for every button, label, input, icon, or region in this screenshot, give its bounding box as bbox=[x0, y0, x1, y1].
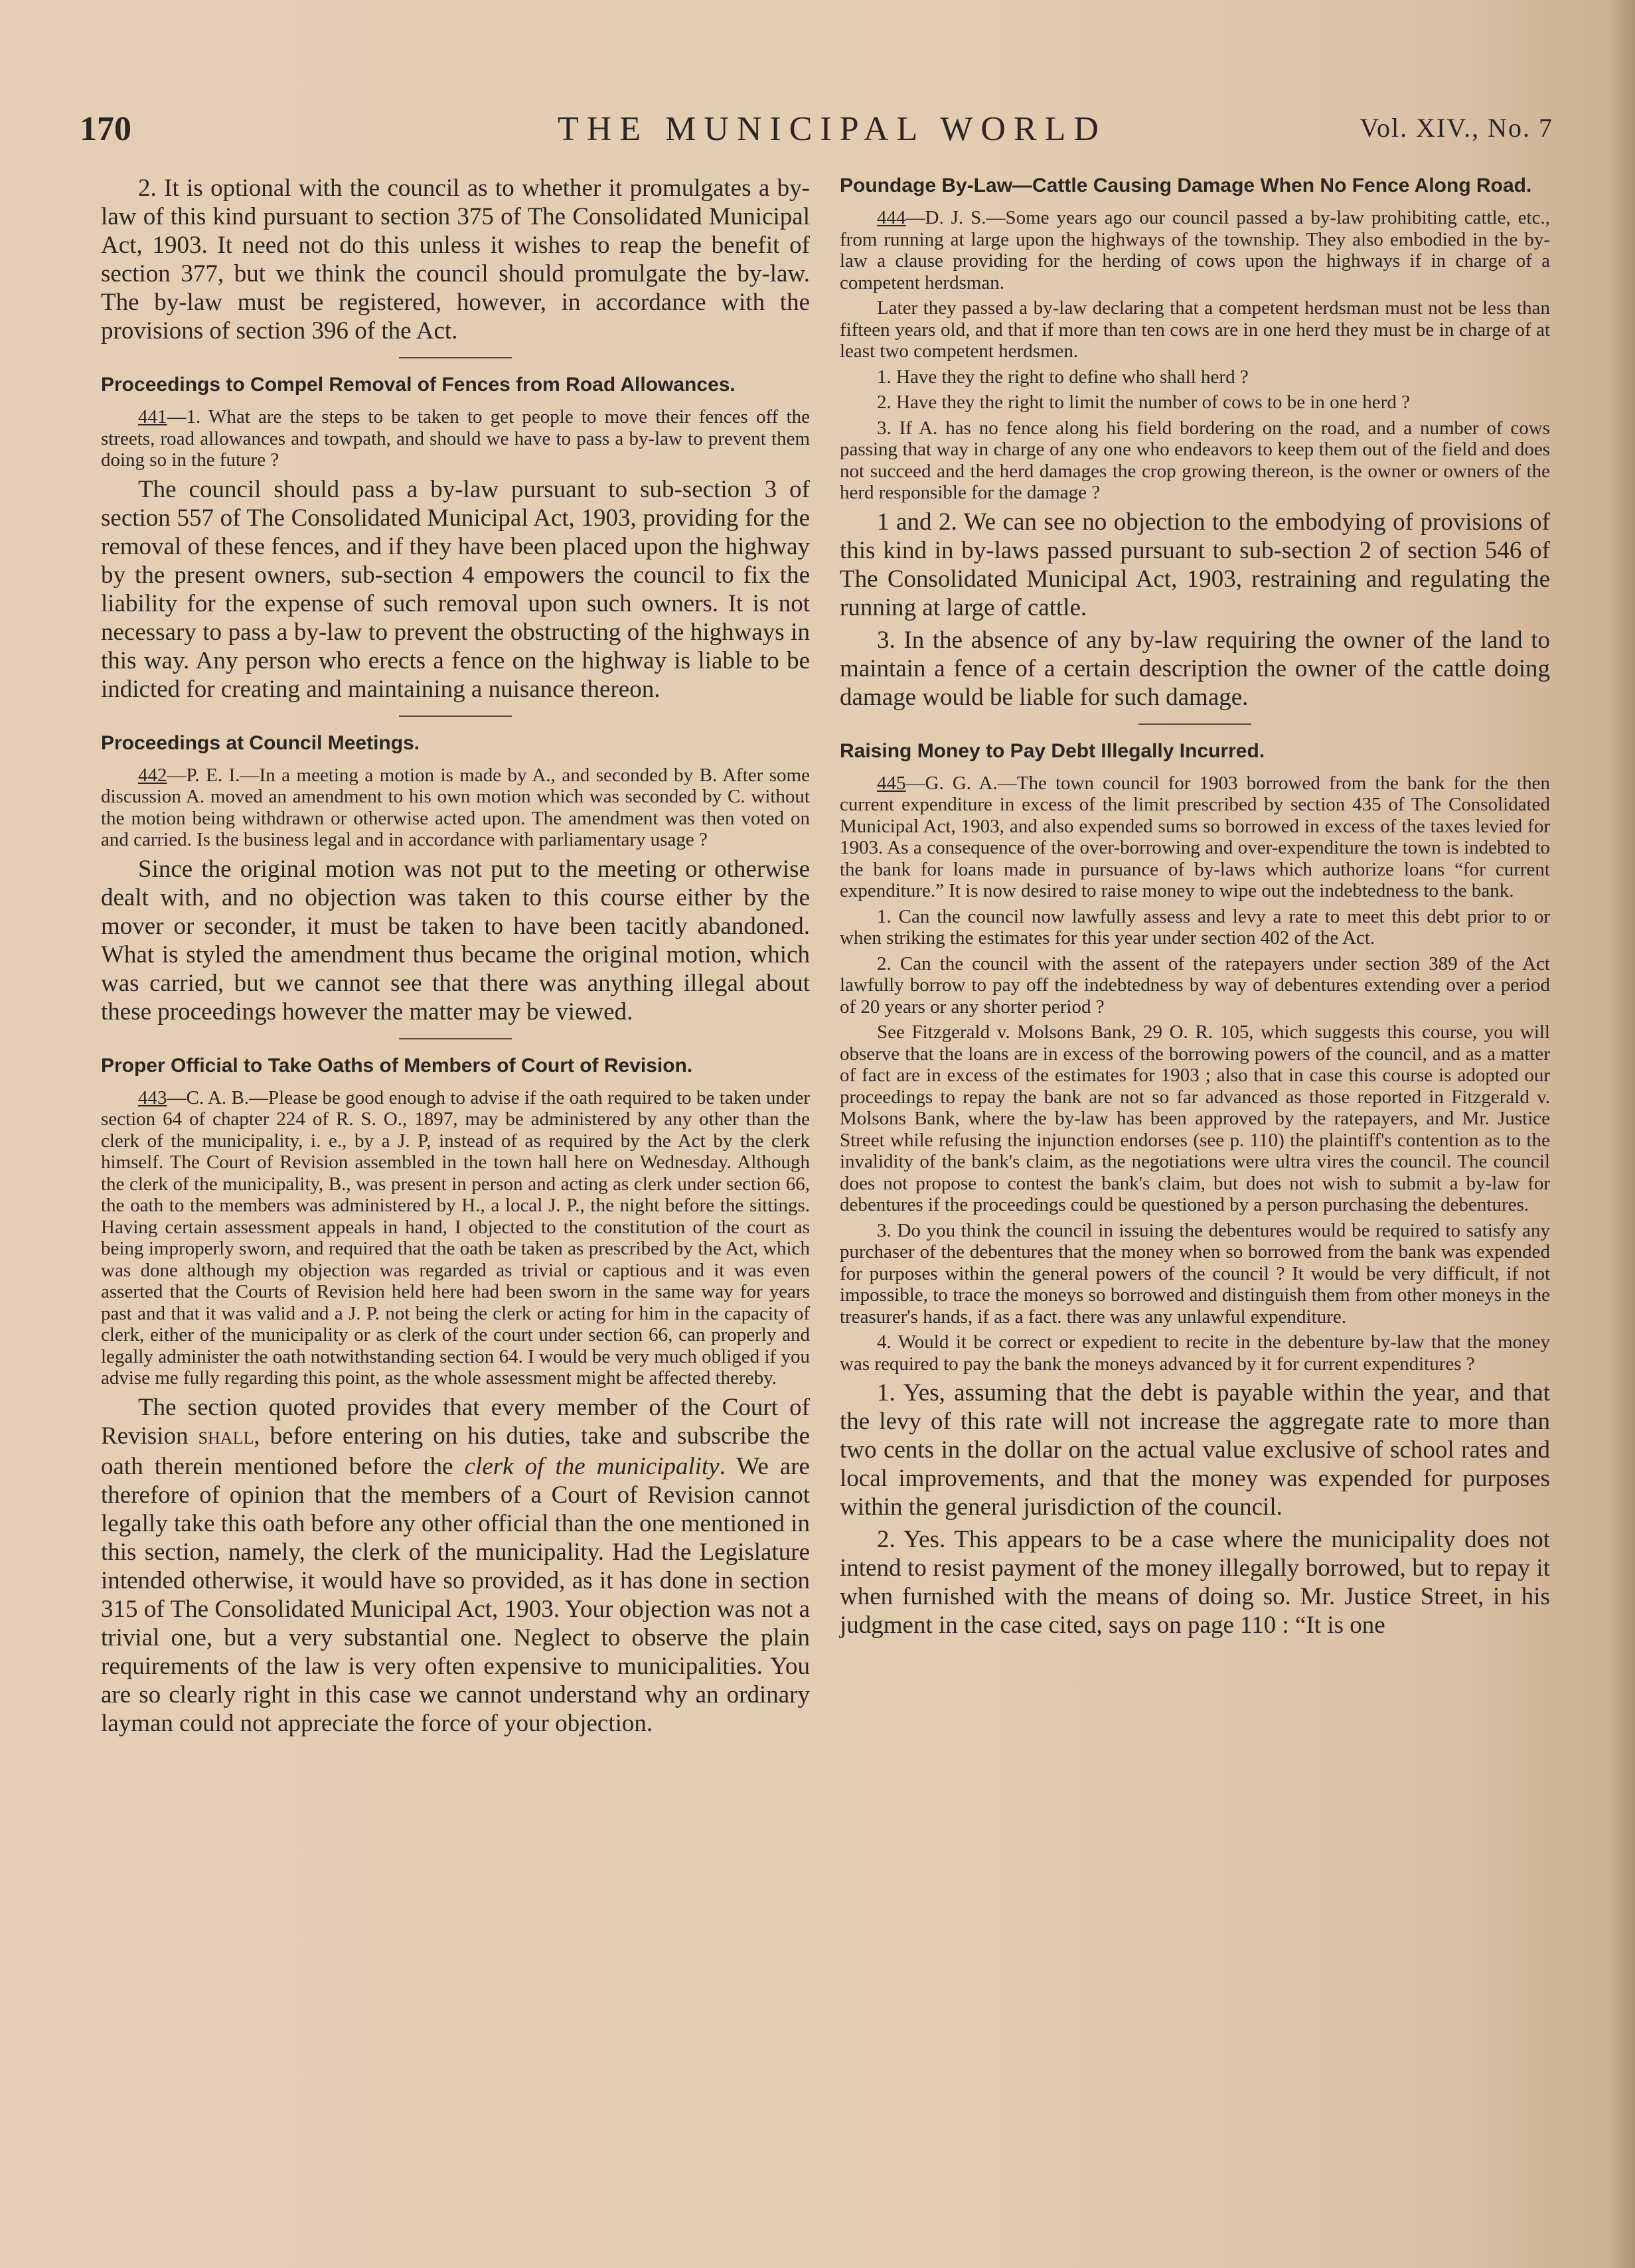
answer-441: The council should pass a by-law pursuant to sub-section 3 of section 557 of The Consolidated Municipal Act, 1903, providing for the removal of these fences, and if they have been placed upon the highway by the present owners, sub-section 4 empowers the council to fix the liability for the expense of such removal upon such owners. It is not necessary to pass a by-law to prevent the obstructing of the highways in this way. Any person who erects a fence on the highway is liable to be indicted for creating and maintaining a nuisance thereon. bbox=[101, 475, 810, 703]
question-445-item-4: 4. Would it be correct or expedient to recite in the debenture by-law that the money was required to pay the bank the moneys advanced by it for current expenditures ? bbox=[840, 1331, 1550, 1375]
section-divider bbox=[399, 716, 512, 717]
heading-443: Proper Official to Take Oaths of Members of Court of Revision. bbox=[101, 1054, 693, 1077]
paragraph-intro: 2. It is optional with the council as to whether it promulgates a by-law of this kind pursuant to section 375 of The Consolidated Municipal Act, 1903. It need not do this unless it wishes to reap the benefit of section 377, but we think the council should promulgate the by-law. The by-law must be registered, however, in accordance with the provisions of section 396 of the Act. bbox=[101, 175, 810, 344]
question-445-item-3: 3. Do you think the council in issuing the debentures would be required to satisfy any purchaser of the debentures that the money when so borrowed from the bank was expended for purposes within the general powers of the council ? It would be very difficult, if not impossible, to trace the moneys so borrowed and distinguish them from other moneys in the treasurer's hands, if as a fact. there was any unlawful expenditure. bbox=[840, 1219, 1550, 1327]
question-444-item-2: 2. Have they the right to limit the number of cows to be in one herd ? bbox=[877, 392, 1410, 413]
page-header bbox=[80, 110, 1553, 163]
question-text: —1. What are the steps to be taken to get people to move their fences off the streets, road allowances and towpath, and should we have to pass a by-law to prevent them doing so in the future ? bbox=[101, 406, 810, 471]
question-444-para-2: Later they passed a by-law declaring that a competent herdsman must not be less than fifteen years old, and that if more than ten cows are in one herd they must be in charge of at least two competent herdsmen. bbox=[840, 297, 1550, 362]
question-text: —C. A. B.—Please be good enough to advise if the oath required to be taken under section 64 of chapter 224 of R. S. O., 1897, may be administered by any other than the clerk of the municipality, i. e., by a J. P, instead of as required by the Act by the clerk himself. The Court of Revision assembled in the town hall here on Wednesday. Although the clerk of the municipality, B., was present in person and acting as clerk under section 66, the oath to the members was administered by H., a local J. P., the night before the sittings. Having certain assessment appeals in hand, I objected to the constitution of the court as being improperly sworn, and required that the oath be taken as prescribed by the Act, which was done although my objection was regarded as trivial or captious and it was even asserted that the Courts of Revision held here had been sworn in the same way for years past and that it was valid and a J. P. not being the clerk or acting for him in the capacity of clerk, either of the municipality or as clerk of the court under section 66, can properly and legally administer the oath notwithstanding section 64. I would be very much obliged if you advise me fully regarding this point, as the whole assessment might be affected thereby. bbox=[101, 1087, 810, 1389]
masthead-title: THE MUNICIPAL WORLD bbox=[558, 110, 1107, 148]
question-445 bbox=[840, 773, 1550, 902]
answer-text: , before entering on his duties, take and subscribe the oath therein mentioned before the bbox=[101, 1422, 811, 1480]
italic-phrase: clerk of the municipality bbox=[464, 1452, 720, 1480]
question-443 bbox=[101, 1087, 810, 1389]
heading-442: Proceedings at Council Meetings. bbox=[101, 731, 420, 754]
question-444 bbox=[840, 207, 1550, 293]
section-divider bbox=[399, 357, 512, 358]
heading-445: Raising Money to Pay Debt Illegally Incurred. bbox=[840, 739, 1265, 762]
answer-443 bbox=[101, 1393, 810, 1738]
volume-number: Vol. XIV., No. 7 bbox=[1360, 113, 1553, 143]
question-number: 441 bbox=[138, 406, 167, 427]
answer-442: Since the original motion was not put to the meeting or otherwise dealt with, and no objection was taken to this course either by the mover or seconder, it must be taken to have been tacitly abandoned. What is styled the amendment thus became the original motion, which was carried, but we cannot see that there was anything illegal about these proceedings however the matter may be viewed. bbox=[101, 855, 810, 1025]
answer-445-2: 2. Yes. This appears to be a case where the municipality does not intend to resist payment of the money illegally borrowed, but to repay it when furnished with the means of doing so. Mr. Justice Street, in his judgment in the case cited, says on page 110 : “It is one bbox=[840, 1526, 1550, 1639]
question-number: 445 bbox=[877, 772, 906, 794]
heading-441: Proceedings to Compel Removal of Fences from Road Allowances. bbox=[101, 374, 736, 396]
page-number: 170 bbox=[80, 110, 131, 148]
question-number: 443 bbox=[138, 1087, 167, 1108]
question-text: —G. G. A.—The town council for 1903 borrowed from the bank for the then current expenditure in excess of the limit prescribed by section 435 of The Consolidated Municipal Act, 1903, and also expended sums so borrowed in excess of the taxes levied for 1903. As a consequence of the over-borrowing and over-expenditure the town is indebted to the bank for loans made in pursuance of by-laws which authorize loans “for current expenditure.” It is now desired to raise money to wipe out the indebtedness to the bank. bbox=[840, 772, 1550, 901]
heading-444: Poundage By-Law—Cattle Causing Damage When No Fence Along Road. bbox=[840, 175, 1532, 196]
question-number: 442 bbox=[138, 764, 167, 786]
left-column bbox=[101, 174, 810, 1742]
question-445-item-2: 2. Can the council with the assent of the ratepayers under section 389 of the Act lawfully borrow to pay off the indebtedness by way of debentures extending over a period of 20 years or any shorter period ? bbox=[840, 952, 1550, 1018]
answer-text: The section quoted provides that every member of the Court of Revision bbox=[101, 1393, 810, 1450]
small-caps-shall: SHALL bbox=[198, 1428, 254, 1448]
answer-text: . We are therefore of opinion that the members of a Court of Revision cannot legally take this oath before any other official than the one mentioned in this section, namely, the clerk of the municipality. Had the Legislature intended otherwise, it would have so provided, as it has done in section 315 of The Consolidated Municipal Act, 1903. Your objection was not a trivial one, but a very substantial one. Neglect to observe the plain requirements of the law is very often expensive to municipalities. You are so clearly right in this case we cannot understand why an ordinary layman could not appreciate the force of your objection. bbox=[101, 1452, 810, 1737]
page-edge-shadow bbox=[1608, 0, 1635, 2268]
question-444-item-1: 1. Have they the right to define who shall herd ? bbox=[877, 366, 1249, 388]
section-divider bbox=[399, 1038, 512, 1039]
question-445-item-1: 1. Can the council now lawfully assess and levy a rate to meet this debt prior to or when striking the estimates for this year under section 402 of the Act. bbox=[840, 905, 1550, 948]
question-441 bbox=[101, 406, 810, 471]
answer-444-3: 3. In the absence of any by-law requiring the owner of the land to maintain a fence of a certain description the owner of the cattle doing damage would be liable for such damage. bbox=[840, 626, 1550, 711]
right-column bbox=[840, 174, 1550, 1643]
answer-444-1-2: 1 and 2. We can see no objection to the embodying of provisions of this kind in by-laws passed pursuant to sub-section 2 of section 546 of The Consolidated Municipal Act, 1903, restraining and regulating the running at large of cattle. bbox=[840, 508, 1550, 621]
answer-445-1: 1. Yes, assuming that the debt is payable within the year, and that the levy of this rate will not increase the aggregate rate to more than two cents in the dollar on the actual value exclusive of school rates and local improvements, and that the money was expended for purposes within the general jurisdiction of the council. bbox=[840, 1379, 1550, 1521]
question-text: —D. J. S.—Some years ago our council passed a by-law prohibiting cattle, etc., from running at large upon the highways of the township. They also embodied in the by-law a clause providing for the herding of cows upon the highways if in charge of a competent herdsman. bbox=[840, 207, 1550, 293]
question-445-see: See Fitzgerald v. Molsons Bank, 29 O. R. 105, which suggests this course, you will observe that the loans are in excess of the borrowing powers of the council, and as a matter of fact are in excess of the estimates for 1903 ; also that in case this course is adopted our proceedings to repay the bank are not so far advanced as those reported in Fitzgerald v. Molsons Bank, where the by-law has been approved by the ratepayers, and Mr. Justice Street while refusing the injunction endorses (see p. 110) the plaintiff's contention as to the invalidity of the bank's claim, as the negotiations were ultra vires the council. The council does not propose to contest the bank's claim, but does not wish to submit a by-law for debentures if the proceedings could be questioned by a person purchasing the debentures. bbox=[840, 1021, 1550, 1215]
question-number: 444 bbox=[877, 207, 906, 228]
section-divider bbox=[1138, 723, 1251, 725]
question-444-item-3: 3. If A. has no fence along his field bordering on the road, and a number of cows passing that way in charge of any one who endeavors to keep them out of the field and does not succeed and the herd damages the crop growing thereon, is the owner or owners of the herd responsible for the damage ? bbox=[840, 417, 1550, 503]
question-text: —P. E. I.—In a meeting a motion is made by A., and seconded by B. After some discussion A. moved an amendment to his own motion which was seconded by C. without the motion being withdrawn or otherwise acted upon. The amendment was then voted on and carried. Is the business legal and in accordance with parliamentary usage ? bbox=[101, 764, 810, 850]
question-442 bbox=[101, 765, 810, 851]
